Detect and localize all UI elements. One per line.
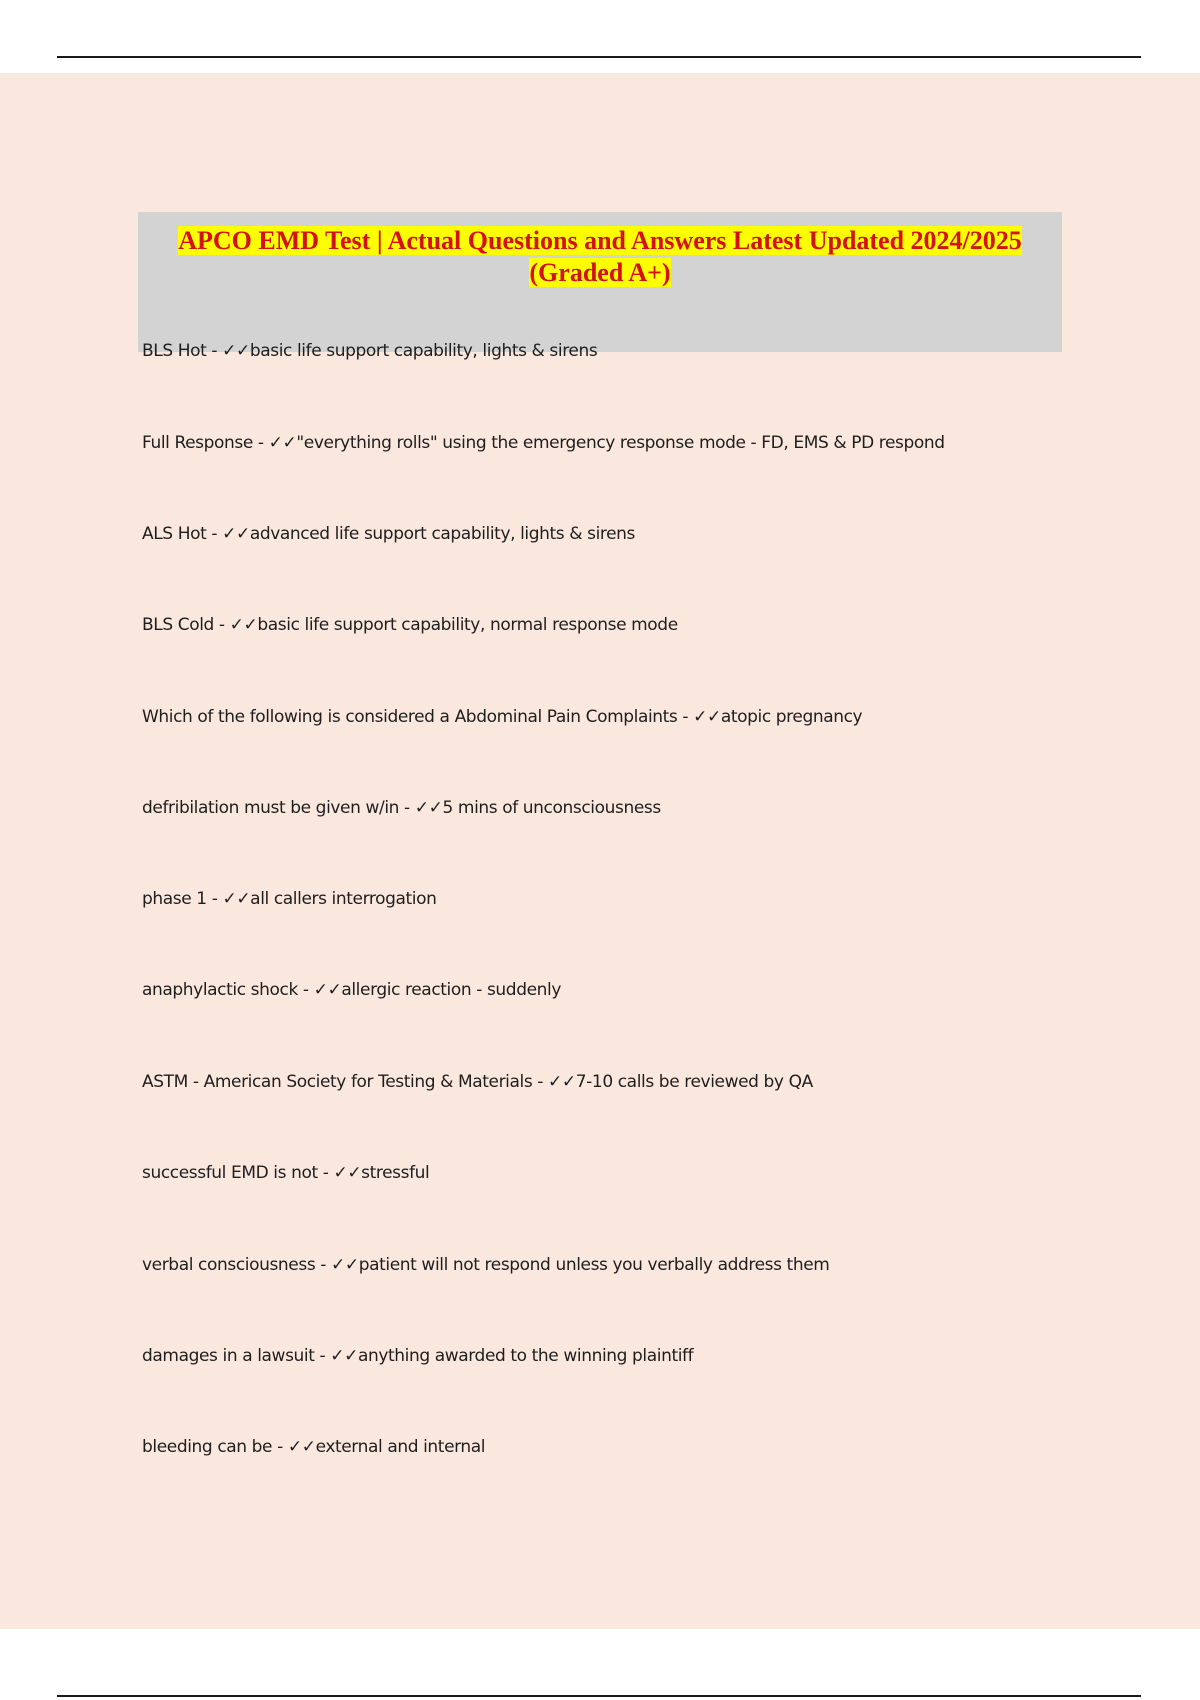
qa-answer: all callers interrogation [250, 889, 437, 909]
qa-item [142, 523, 635, 545]
qa-item [142, 1436, 485, 1458]
qa-answer: 5 mins of unconsciousness [442, 798, 661, 818]
qa-term: damages in a lawsuit [142, 1346, 315, 1366]
title-box [138, 212, 1062, 352]
qa-answer: anything awarded to the winning plaintiff [357, 1346, 694, 1366]
check-mark-icon: ✓✓ [548, 1072, 576, 1092]
qa-separator: - [315, 1255, 332, 1275]
qa-term: ASTM - American Society for Testing & Materials [142, 1072, 533, 1092]
check-mark-icon: ✓✓ [229, 615, 258, 635]
check-mark-icon: ✓✓ [693, 707, 721, 727]
qa-separator: - [677, 707, 694, 727]
qa-separator: - [206, 889, 223, 909]
qa-term: BLS Cold [142, 615, 214, 635]
qa-answer: advanced life support capability, lights & sirens [249, 524, 635, 544]
check-mark-icon: ✓✓ [330, 1346, 358, 1366]
qa-separator: - [399, 798, 415, 818]
qa-separator: - [297, 980, 314, 1000]
check-mark-icon: ✓✓ [222, 889, 251, 909]
qa-separator: - [532, 1072, 549, 1092]
check-mark-icon: ✓✓ [333, 1163, 362, 1183]
qa-answer: 7-10 calls be reviewed by QA [575, 1072, 813, 1092]
qa-term: Which of the following is considered a Abdominal Pain Complaints [142, 707, 678, 727]
qa-answer: allergic reaction - suddenly [341, 980, 561, 1000]
top-rule [57, 56, 1141, 58]
qa-answer: external and internal [315, 1437, 486, 1457]
qa-separator: - [252, 433, 269, 453]
qa-item [142, 614, 678, 636]
qa-separator: - [206, 341, 223, 361]
qa-separator: - [314, 1346, 331, 1366]
document-title: APCO EMD Test | Actual Questions and Answers Latest Updated 2024/2025 (Graded A+) [178, 226, 1022, 287]
qa-answer: basic life support capability, lights & sirens [249, 341, 598, 361]
qa-term: ALS Hot [142, 524, 207, 544]
qa-separator: - [213, 615, 230, 635]
check-mark-icon: ✓✓ [414, 798, 443, 818]
check-mark-icon: ✓✓ [331, 1255, 359, 1275]
qa-answer: "everything rolls" using the emergency response mode - FD, EMS & PD respond [296, 433, 945, 453]
qa-item [142, 1162, 429, 1184]
qa-separator: - [272, 1437, 288, 1457]
qa-item [142, 797, 661, 819]
qa-term: phase 1 [142, 889, 207, 909]
qa-term: verbal consciousness [142, 1255, 316, 1275]
qa-item [142, 1254, 829, 1276]
qa-term: defribilation must be given w/in [142, 798, 400, 818]
qa-term: BLS Hot [142, 341, 207, 361]
qa-item [142, 1071, 813, 1093]
qa-item [142, 1345, 693, 1367]
qa-term: anaphylactic shock [142, 980, 298, 1000]
qa-separator: - [206, 524, 223, 544]
qa-term: bleeding can be [142, 1437, 273, 1457]
qa-answer: atopic pregnancy [720, 707, 863, 727]
bottom-rule [57, 1695, 1141, 1697]
qa-item [142, 888, 436, 910]
document-page [0, 73, 1200, 1629]
qa-separator: - [317, 1163, 334, 1183]
qa-item [142, 432, 945, 454]
check-mark-icon: ✓✓ [313, 980, 342, 1000]
qa-term: Full Response [142, 433, 253, 453]
qa-item [142, 340, 597, 362]
qa-item [142, 979, 561, 1001]
qa-term: successful EMD is not [142, 1163, 318, 1183]
check-mark-icon: ✓✓ [268, 433, 297, 453]
check-mark-icon: ✓✓ [287, 1437, 316, 1457]
check-mark-icon: ✓✓ [222, 341, 250, 361]
qa-answer: basic life support capability, normal response mode [257, 615, 678, 635]
qa-answer: stressful [361, 1163, 430, 1183]
qa-item [142, 706, 862, 728]
qa-answer: patient will not respond unless you verbally address them [358, 1255, 830, 1275]
check-mark-icon: ✓✓ [222, 524, 250, 544]
